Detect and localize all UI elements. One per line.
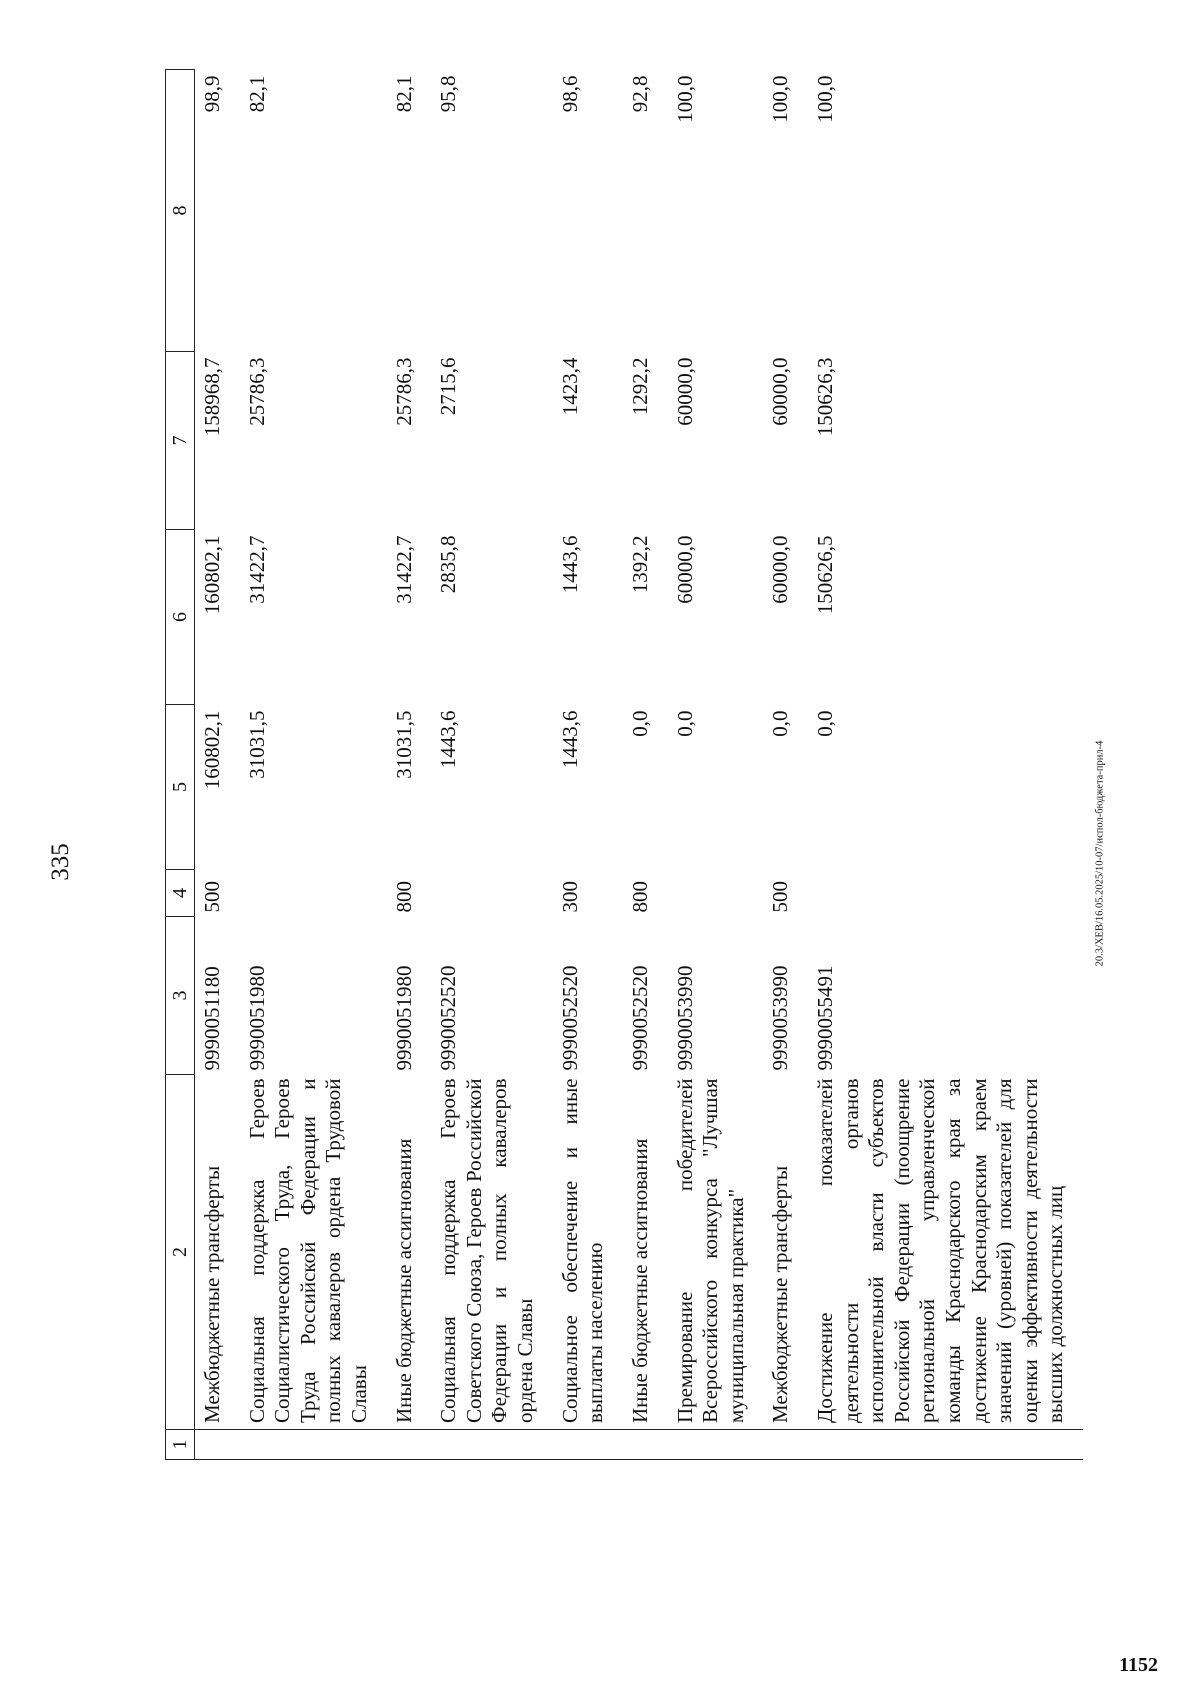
cell-name: Межбюджетные трансферты <box>768 1165 793 1423</box>
col-header-6: 6 <box>166 530 195 705</box>
cell-col6: 1392,2 <box>627 535 652 594</box>
cell-col6: 31422,7 <box>244 535 269 604</box>
cell-col1 <box>195 1430 240 1460</box>
cell-code: 9990053990 <box>768 965 793 1071</box>
table-row <box>623 70 668 1460</box>
cell-col1 <box>668 1430 764 1460</box>
cell-col1 <box>623 1430 668 1460</box>
cell-col5: 1443,6 <box>436 710 461 769</box>
col-header-2: 2 <box>166 1075 195 1430</box>
cell-col1 <box>387 1430 432 1460</box>
cell-col1 <box>808 1430 1083 1460</box>
col-header-1: 1 <box>166 1430 195 1460</box>
cell-col1 <box>431 1430 552 1460</box>
table-header <box>166 70 195 1460</box>
cell-col8: 92,8 <box>627 75 652 113</box>
table-row <box>240 70 387 1460</box>
cell-col7: 25786,3 <box>391 357 416 426</box>
cell-col1 <box>763 1430 808 1460</box>
cell-name: Иные бюджетные ассигнования <box>391 1138 416 1423</box>
cell-col5: 0,0 <box>768 710 793 737</box>
cell-col8: 82,1 <box>244 75 269 113</box>
cell-col7: 60000,0 <box>768 357 793 426</box>
table-row <box>808 70 1083 1460</box>
col-header-7: 7 <box>166 352 195 530</box>
cell-col8: 95,8 <box>436 75 461 113</box>
cell-name: Социальная поддержка Героев Советского Союза, Героев Российской Федерации и полных кавалеров ордена Славы <box>436 1078 538 1423</box>
cell-col7: 2715,6 <box>436 357 461 416</box>
cell-name: Премирование победителей Всероссийского конкурса "Лучшая муниципальная практика" <box>672 1078 748 1423</box>
cell-col7: 1292,2 <box>627 357 652 416</box>
cell-col6: 60000,0 <box>768 535 793 604</box>
cell-col6: 60000,0 <box>672 535 697 604</box>
budget-table <box>165 69 1083 1460</box>
cell-type: 800 <box>627 881 652 913</box>
cell-col5: 0,0 <box>672 710 697 737</box>
cell-col8: 82,1 <box>391 75 416 113</box>
cell-name: Иные бюджетные ассигнования <box>627 1138 652 1423</box>
table-row <box>431 70 552 1460</box>
cell-col7: 150626,3 <box>812 357 837 437</box>
table-row <box>553 70 623 1460</box>
cell-type <box>668 870 764 917</box>
cell-col8: 100,0 <box>768 75 793 123</box>
table-row <box>195 70 240 1460</box>
cell-col5: 0,0 <box>627 710 652 737</box>
cell-col1 <box>553 1430 623 1460</box>
cell-col8: 98,9 <box>200 75 224 113</box>
cell-code: 9990052520 <box>627 965 652 1071</box>
cell-col8: 98,6 <box>557 75 582 113</box>
table-row <box>668 70 764 1460</box>
cell-col6: 150626,5 <box>812 535 837 615</box>
budget-table-rotated <box>165 70 1068 1460</box>
cell-type <box>240 870 387 917</box>
cell-name: Социальная поддержка Героев Социалистического Труда, Героев Труда Российской Федерации и полных кавалеров ордена Трудовой Славы <box>244 1078 372 1423</box>
cell-col1 <box>240 1430 387 1460</box>
cell-col6: 31422,7 <box>391 535 416 604</box>
cell-col5: 1443,6 <box>557 710 582 769</box>
cell-col6: 1443,6 <box>557 535 582 594</box>
sheet-number: 1152 <box>1119 1654 1158 1676</box>
cell-type: 300 <box>557 881 582 913</box>
cell-col8: 100,0 <box>812 75 837 123</box>
cell-type: 500 <box>200 881 224 913</box>
cell-type <box>808 870 1083 917</box>
document-code: 20.3/ХЕВ/16.05.2025/10-07/испол-бюджета-прил-4 <box>1094 740 1106 967</box>
cell-col7: 158968,7 <box>200 357 224 437</box>
cell-code: 9990051180 <box>200 966 224 1071</box>
cell-col6: 160802,1 <box>200 535 224 615</box>
table-body <box>195 70 1084 1460</box>
cell-type: 500 <box>768 881 793 913</box>
cell-col5: 31031,5 <box>244 710 269 779</box>
page-number: 335 <box>47 843 74 881</box>
cell-col5: 31031,5 <box>391 710 416 779</box>
cell-col5: 0,0 <box>812 710 837 737</box>
col-header-5: 5 <box>166 705 195 870</box>
table-row <box>763 70 808 1460</box>
col-header-3: 3 <box>166 917 195 1075</box>
col-header-4: 4 <box>166 870 195 917</box>
cell-col8: 100,0 <box>672 75 697 123</box>
table-row <box>387 70 432 1460</box>
cell-code: 9990052520 <box>557 965 582 1071</box>
cell-code: 9990051980 <box>244 965 269 1071</box>
cell-code: 9990053990 <box>672 965 697 1071</box>
cell-col5: 160802,1 <box>200 710 224 790</box>
cell-type <box>431 870 552 917</box>
cell-name: Достижение показателей деятельности органов исполнительной власти субъектов Российской Федерации (поощрение региональной управленческой команды Краснодарского края за достижение Краснодарским краем значений (уровней) показателей для оценки эффективности деятельности высших должностных лиц <box>812 1078 1068 1423</box>
cell-col7: 1423,4 <box>557 357 582 416</box>
cell-name: Социальное обеспечение и иные выплаты населению <box>557 1078 608 1423</box>
cell-code: 9990055491 <box>812 965 837 1071</box>
cell-col7: 25786,3 <box>244 357 269 426</box>
cell-col6: 2835,8 <box>436 535 461 594</box>
cell-code: 9990052520 <box>436 965 461 1071</box>
cell-code: 9990051980 <box>391 965 416 1071</box>
cell-name: Межбюджетные трансферты <box>200 1165 224 1423</box>
cell-type: 800 <box>391 881 416 913</box>
cell-col7: 60000,0 <box>672 357 697 426</box>
col-header-8: 8 <box>166 70 195 352</box>
